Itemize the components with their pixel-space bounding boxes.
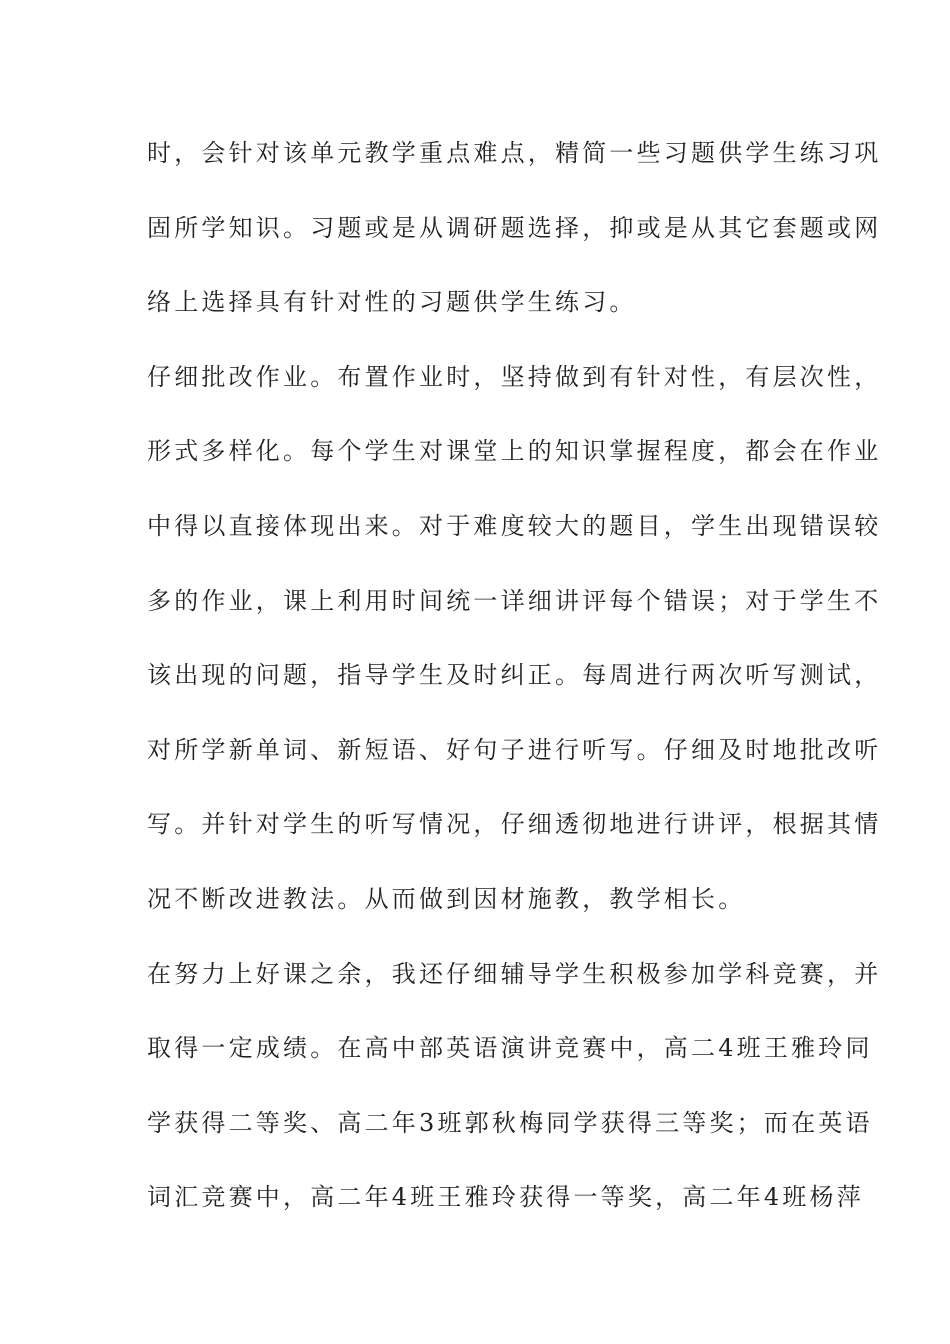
- text-line: 中得以直接体现出来。对于难度较大的题目，学生出现错误较: [147, 511, 882, 540]
- text-line: 时，会针对该单元教学重点难点，精简一些习题供学生练习巩: [147, 139, 882, 167]
- text-line: 仔细批改作业。布置作业时，坚持做到有针对性，有层次性，: [147, 362, 882, 391]
- text-line: 学获得二等奖、高二年3班郭秋梅同学获得三等奖；而在英语: [147, 1108, 873, 1137]
- text-line: 固所学知识。习题或是从调研题选择，抑或是从其它套题或网: [147, 213, 882, 242]
- text-line: 写。并针对学生的听写情况，仔细透彻地进行讲评，根据其情: [147, 810, 882, 839]
- text-line: 该出现的问题，指导学生及时纠正。每周进行两次听写测试，: [147, 661, 882, 690]
- text-line: 多的作业，课上利用时间统一详细讲评每个错误；对于学生不: [147, 586, 882, 615]
- text-line: 在努力上好课之余，我还仔细辅导学生积极参加学科竞赛，并: [147, 959, 882, 988]
- text-line: 对所学新单词、新短语、好句子进行听写。仔细及时地批改听: [147, 735, 882, 764]
- body-text: [147, 128, 882, 1247]
- text-line: 取得一定成绩。在高中部英语演讲竞赛中，高二4班王雅玲同: [147, 1034, 873, 1063]
- text-line: 况不断改进教法。从而做到因材施教，教学相长。: [147, 884, 746, 913]
- text-line: 词汇竞赛中，高二年4班王雅玲获得一等奖，高二年4班杨萍: [147, 1183, 864, 1212]
- text-line: 络上选择具有针对性的习题供学生练习。: [147, 288, 637, 317]
- text-line: 形式多样化。每个学生对课堂上的知识掌握程度，都会在作业: [147, 437, 882, 466]
